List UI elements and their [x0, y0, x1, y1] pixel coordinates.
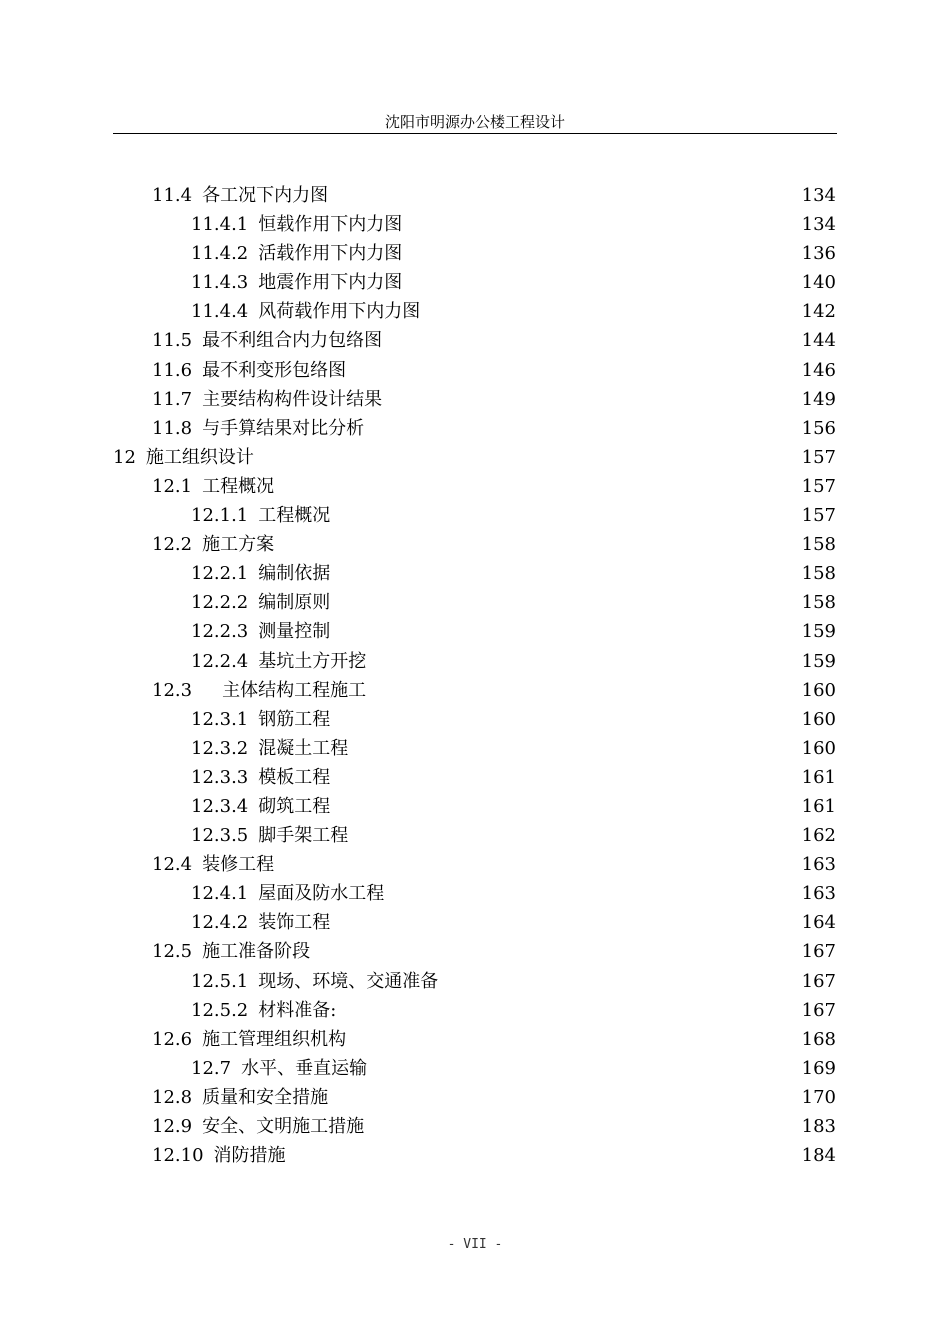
- toc-entry[interactable]: [0, 792, 950, 821]
- toc-page-number: 164: [801, 912, 836, 934]
- toc-section-number: 12.4.1: [191, 883, 249, 905]
- toc-entry-heading: [191, 967, 438, 996]
- toc-section-title: 水平、垂直运输: [241, 1057, 368, 1079]
- running-header: 沈阳市明源办公楼工程设计: [384, 113, 565, 131]
- toc-section-title: 测量控制: [258, 621, 331, 643]
- toc-page-number: 168: [801, 1028, 836, 1050]
- toc-entry[interactable]: [0, 967, 950, 996]
- toc-section-number: 12.3.4: [191, 795, 249, 817]
- toc-section-title: 装修工程: [202, 854, 275, 876]
- header-rule: [113, 133, 837, 134]
- toc-section-number: 12.2.3: [191, 621, 249, 643]
- toc-entry-heading: [191, 705, 330, 734]
- toc-entry[interactable]: [0, 385, 950, 414]
- toc-section-title: 编制原则: [258, 592, 331, 614]
- toc-section-number: 12.8: [152, 1086, 193, 1108]
- toc-section-number: 11.5: [152, 330, 193, 352]
- toc-section-number: 12.4: [152, 854, 193, 876]
- toc-entry-heading: [152, 414, 364, 443]
- toc-page-number: 160: [801, 737, 836, 759]
- toc-section-number: 11.4.1: [191, 214, 249, 236]
- toc-entry[interactable]: [0, 996, 950, 1025]
- toc-entry[interactable]: [0, 268, 950, 297]
- toc-page-number: 157: [801, 446, 836, 468]
- toc-section-title: 钢筋工程: [258, 708, 331, 730]
- toc-entry-heading: [191, 239, 402, 268]
- toc-section-number: 12.3.2: [191, 737, 249, 759]
- toc-section-title: 主体结构工程施工: [222, 679, 367, 701]
- toc-page-number: 146: [801, 359, 836, 381]
- toc-section-title: 材料准备:: [258, 999, 337, 1021]
- toc-section-number: 11.4: [152, 185, 193, 206]
- toc-entry-heading: [191, 821, 348, 850]
- toc-section-number: 12.5.1: [191, 970, 249, 992]
- toc-page-number: 156: [801, 417, 836, 439]
- toc-page-number: 140: [801, 272, 836, 294]
- toc-entry-heading: [191, 734, 348, 763]
- toc-section-number: 12.9: [152, 1116, 193, 1137]
- toc-entry-heading: [152, 530, 274, 559]
- toc-page-number: 144: [801, 330, 836, 352]
- toc-page-number: 149: [801, 388, 836, 410]
- toc-page-number: 161: [801, 766, 836, 788]
- toc-section-title: 工程概况: [258, 505, 331, 527]
- toc-section-title: 地震作用下内力图: [258, 272, 403, 294]
- toc-page-number: 167: [801, 941, 836, 963]
- toc-page-number: 167: [801, 999, 836, 1021]
- toc-entry-heading: [191, 908, 330, 937]
- toc-entry[interactable]: [0, 297, 950, 326]
- toc-entry-heading: [191, 617, 330, 646]
- toc-section-title: 质量和安全措施: [202, 1086, 329, 1108]
- toc-page-number: 157: [801, 505, 836, 527]
- toc-entry-heading: [152, 850, 274, 879]
- toc-entry-heading: [191, 996, 336, 1025]
- toc-section-title: 装饰工程: [258, 912, 331, 934]
- toc-section-title: 模板工程: [258, 766, 331, 788]
- toc-page-number: 183: [801, 1116, 836, 1137]
- toc-section-number: 12.10: [152, 1145, 204, 1167]
- toc-page-number: 134: [801, 185, 836, 206]
- toc-entry[interactable]: [0, 676, 950, 705]
- toc-entry-heading: [191, 297, 420, 326]
- toc-entry[interactable]: [0, 705, 950, 734]
- toc-page-number: 163: [801, 854, 836, 876]
- toc-entry[interactable]: [0, 472, 950, 501]
- toc-entry[interactable]: [0, 821, 950, 850]
- toc-section-title: 各工况下内力图: [202, 185, 329, 206]
- toc-section-number: 12.1.1: [191, 505, 249, 527]
- toc-section-title: 编制依据: [258, 563, 331, 585]
- toc-page-number: 159: [801, 621, 836, 643]
- toc-entry-heading: [191, 501, 330, 530]
- toc-section-number: 12.5.2: [191, 999, 249, 1021]
- toc-entry[interactable]: [0, 414, 950, 443]
- toc-section-number: 12.2.2: [191, 592, 249, 614]
- toc-entry[interactable]: [0, 239, 950, 268]
- toc-section-number: 12.3.3: [191, 766, 249, 788]
- toc-section-title: 与手算结果对比分析: [202, 417, 365, 439]
- toc-entry-heading: [191, 879, 384, 908]
- toc-section-title: 施工管理组织机构: [202, 1028, 347, 1050]
- toc-page-number: 184: [801, 1145, 836, 1167]
- toc-section-number: 11.7: [152, 388, 193, 410]
- toc-section-number: 12.1: [152, 475, 193, 497]
- toc-page-number: 158: [801, 534, 836, 556]
- toc-section-number: 12.7: [191, 1057, 232, 1079]
- toc-entry[interactable]: [0, 1112, 950, 1141]
- toc-section-title: 风荷载作用下内力图: [258, 301, 421, 323]
- toc-entry-heading: [152, 1112, 364, 1141]
- toc-section-number: 12.2.1: [191, 563, 249, 585]
- toc-entry[interactable]: [0, 879, 950, 908]
- toc-entry-heading: [113, 443, 254, 472]
- toc-section-number: 11.6: [152, 359, 193, 381]
- toc-section-number: 11.4.2: [191, 243, 249, 265]
- toc-page-number: 134: [801, 214, 836, 236]
- toc-page-number: 167: [801, 970, 836, 992]
- toc-entry[interactable]: [0, 443, 950, 472]
- toc-section-title: 脚手架工程: [258, 825, 349, 847]
- toc-entry-heading: [152, 1141, 286, 1170]
- toc-entry[interactable]: [0, 763, 950, 792]
- toc-page-number: 170: [801, 1086, 836, 1108]
- toc-page-number: 159: [801, 650, 836, 672]
- toc-page-number: 157: [801, 475, 836, 497]
- toc-section-title: 安全、文明施工措施: [202, 1116, 365, 1137]
- toc-entry[interactable]: [0, 1083, 950, 1112]
- toc-entry-heading: [191, 559, 330, 588]
- toc-entry[interactable]: [0, 530, 950, 559]
- toc-section-number: 11.8: [152, 417, 193, 439]
- toc-section-title: 最不利组合内力包络图: [202, 330, 383, 352]
- toc-entry[interactable]: [0, 326, 950, 355]
- toc-entry[interactable]: [0, 1054, 950, 1083]
- toc-section-title: 主要结构构件设计结果: [202, 388, 383, 410]
- page-number-footer: - VII -: [447, 1237, 503, 1252]
- toc-page-number: 158: [801, 592, 836, 614]
- toc-section-title: 现场、环境、交通准备: [258, 970, 439, 992]
- toc-entry-heading: [191, 647, 366, 676]
- toc-section-title: 工程概况: [202, 475, 275, 497]
- toc-section-number: 11.4.3: [191, 272, 249, 294]
- toc-entry-heading: [152, 181, 328, 210]
- toc-section-number: 12.4.2: [191, 912, 249, 934]
- toc-page-number: 136: [801, 243, 836, 265]
- table-of-contents: [0, 181, 950, 1170]
- toc-page-number: 160: [801, 679, 836, 701]
- toc-section-title: 砌筑工程: [258, 795, 331, 817]
- toc-entry-heading: [152, 1083, 328, 1112]
- toc-entry[interactable]: [0, 1025, 950, 1054]
- toc-entry-heading: [152, 676, 366, 705]
- toc-section-number: 12.5: [152, 941, 193, 963]
- toc-entry-heading: [152, 1025, 346, 1054]
- toc-section-title: 活载作用下内力图: [258, 243, 403, 265]
- toc-entry-heading: [152, 472, 274, 501]
- toc-entry-heading: [152, 385, 382, 414]
- toc-section-number: 12.3: [152, 679, 193, 701]
- toc-entry-heading: [152, 326, 382, 355]
- toc-entry-heading: [152, 356, 346, 385]
- toc-section-number: 12.2.4: [191, 650, 249, 672]
- toc-page-number: 161: [801, 795, 836, 817]
- toc-section-number: 12.3.5: [191, 825, 249, 847]
- toc-entry[interactable]: [0, 850, 950, 879]
- toc-entry[interactable]: [0, 908, 950, 937]
- toc-entry-heading: [152, 937, 310, 966]
- toc-entry[interactable]: [0, 617, 950, 646]
- toc-entry[interactable]: [0, 588, 950, 617]
- toc-page-number: 169: [801, 1057, 836, 1079]
- toc-entry[interactable]: [0, 647, 950, 676]
- toc-entry[interactable]: [0, 356, 950, 385]
- toc-entry-heading: [191, 763, 330, 792]
- toc-page-number: 163: [801, 883, 836, 905]
- toc-page-number: 162: [801, 825, 836, 847]
- toc-page-number: 142: [801, 301, 836, 323]
- toc-section-title: 混凝土工程: [258, 737, 349, 759]
- toc-section-title: 恒载作用下内力图: [258, 214, 403, 236]
- toc-section-number: 12: [113, 446, 136, 468]
- toc-entry[interactable]: [0, 501, 950, 530]
- toc-section-number: 12.2: [152, 534, 193, 556]
- toc-section-title: 施工准备阶段: [202, 941, 311, 963]
- toc-entry[interactable]: [0, 937, 950, 966]
- toc-section-title: 屋面及防水工程: [258, 883, 385, 905]
- toc-entry[interactable]: [0, 181, 950, 210]
- toc-section-title: 基坑土方开挖: [258, 650, 367, 672]
- toc-section-number: 12.6: [152, 1028, 193, 1050]
- toc-entry[interactable]: [0, 210, 950, 239]
- toc-page-number: 158: [801, 563, 836, 585]
- toc-entry[interactable]: [0, 734, 950, 763]
- toc-section-title: 消防措施: [213, 1145, 286, 1167]
- toc-section-title: 最不利变形包络图: [202, 359, 347, 381]
- toc-section-number: 12.3.1: [191, 708, 249, 730]
- toc-entry-heading: [191, 268, 402, 297]
- toc-entry-heading: [191, 1054, 367, 1083]
- toc-entry[interactable]: [0, 559, 950, 588]
- toc-page-number: 160: [801, 708, 836, 730]
- toc-entry-heading: [191, 588, 330, 617]
- toc-entry-heading: [191, 210, 402, 239]
- toc-entry-heading: [191, 792, 330, 821]
- toc-section-number: 11.4.4: [191, 301, 249, 323]
- toc-entry[interactable]: [0, 1141, 950, 1170]
- toc-section-title: 施工方案: [202, 534, 275, 556]
- toc-section-title: 施工组织设计: [145, 446, 254, 468]
